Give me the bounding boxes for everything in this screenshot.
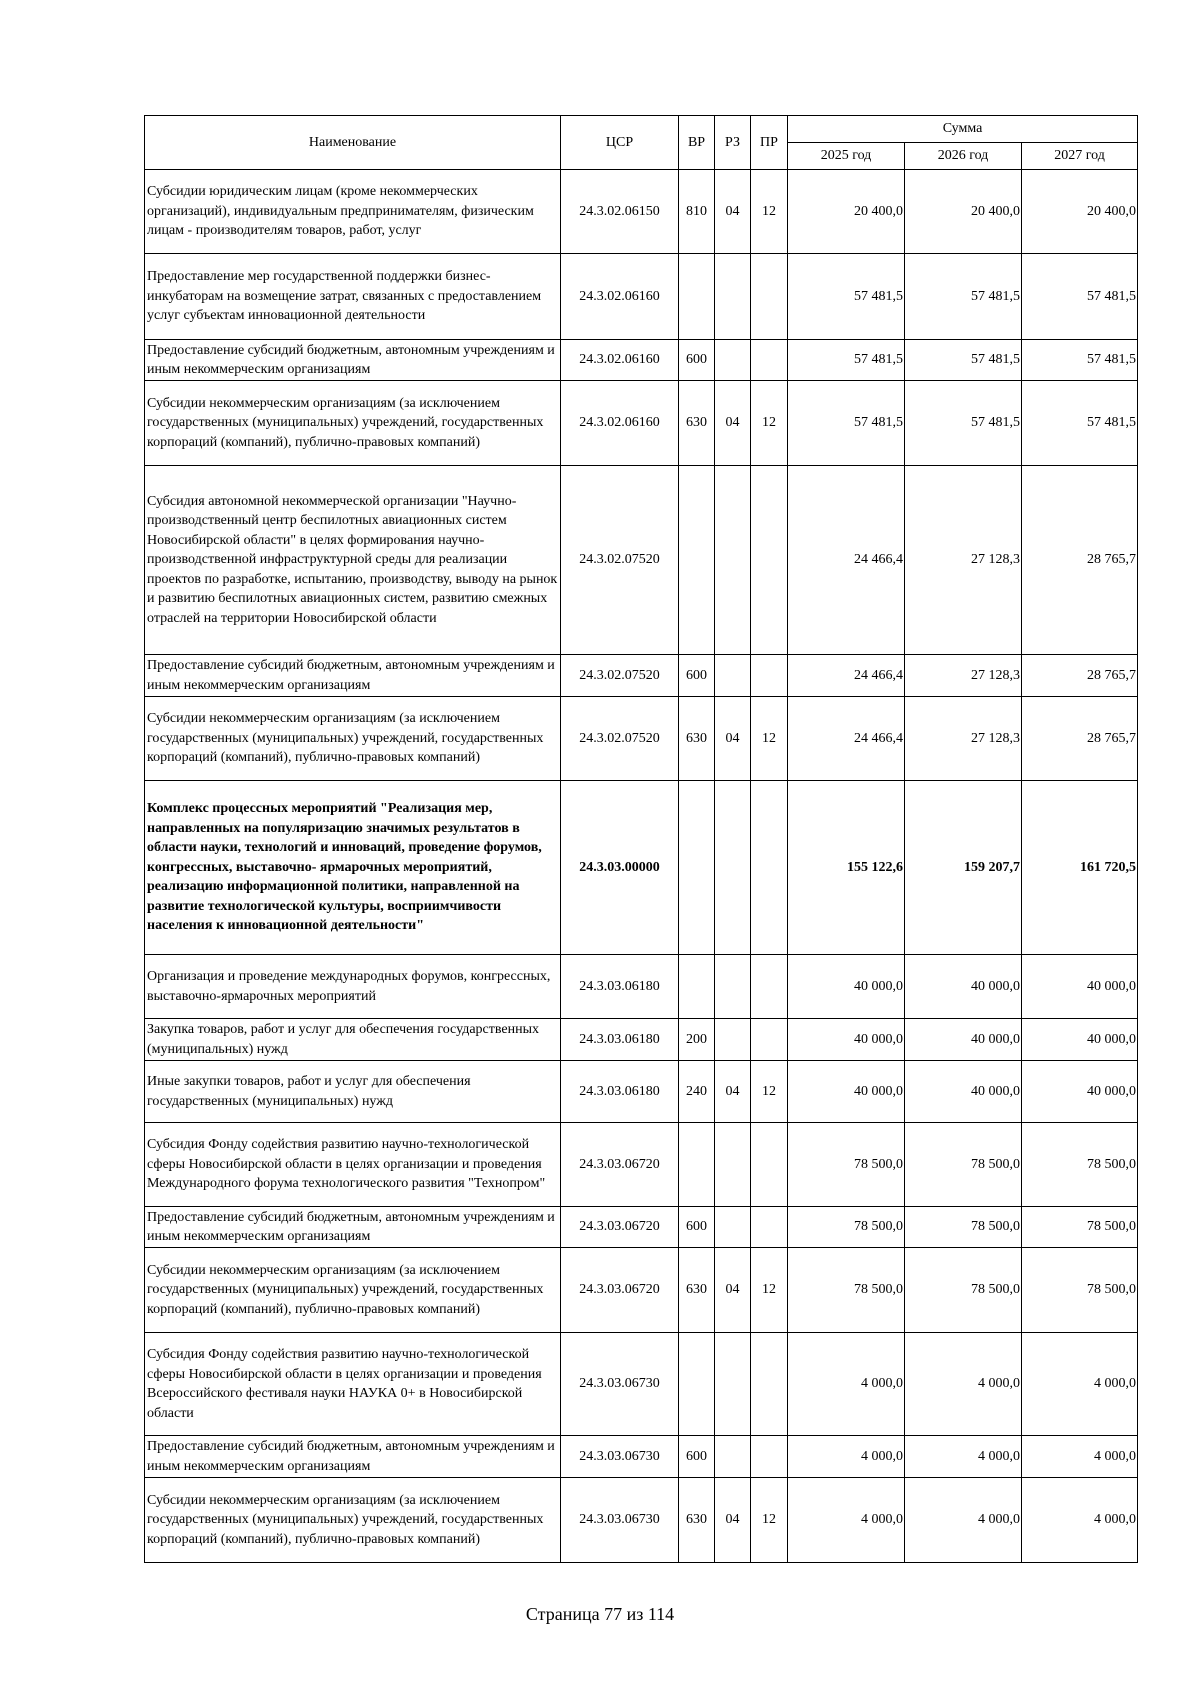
cell-sum-2026: 4 000,0: [905, 1333, 1022, 1436]
cell-sum-2025: 57 481,5: [788, 340, 905, 381]
cell-name: Предоставление субсидий бюджетным, автономным учреждениям и иным некоммерческим организациям: [145, 340, 561, 381]
cell-vr: 200: [679, 1019, 715, 1061]
cell-sum-2027: 28 765,7: [1022, 655, 1138, 697]
cell-pr: 12: [751, 1248, 788, 1333]
cell-csr: 24.3.03.06730: [561, 1478, 679, 1563]
cell-csr: 24.3.02.07520: [561, 466, 679, 655]
cell-rz: [715, 340, 751, 381]
cell-sum-2026: 57 481,5: [905, 381, 1022, 466]
cell-sum-2027: 28 765,7: [1022, 697, 1138, 781]
cell-vr: [679, 466, 715, 655]
cell-pr: 12: [751, 170, 788, 254]
table-row: [145, 254, 1138, 340]
cell-sum-2026: 40 000,0: [905, 1019, 1022, 1061]
cell-pr: [751, 781, 788, 955]
cell-name: Субсидии некоммерческим организациям (за исключением государственных (муниципальных) учреждений, государственных корпораций (компаний), публично-правовых компаний): [145, 697, 561, 781]
cell-name: Субсидия Фонду содействия развитию научно-технологической сферы Новосибирской области в целях организации и проведения Всероссийского фестиваля науки НАУКА 0+ в Новосибирской области: [145, 1333, 561, 1436]
table-row: [145, 697, 1138, 781]
page-number: Страница 77 из 114: [525, 1604, 675, 1624]
cell-sum-2027: 57 481,5: [1022, 381, 1138, 466]
cell-sum-2025: 4 000,0: [788, 1478, 905, 1563]
cell-name: Предоставление субсидий бюджетным, автономным учреждениям и иным некоммерческим организациям: [145, 655, 561, 697]
cell-pr: [751, 466, 788, 655]
cell-sum-2027: 40 000,0: [1022, 1019, 1138, 1061]
cell-csr: 24.3.03.06730: [561, 1333, 679, 1436]
table-row: [145, 466, 1138, 655]
cell-sum-2026: 57 481,5: [905, 340, 1022, 381]
cell-csr: 24.3.02.07520: [561, 655, 679, 697]
cell-name: Комплекс процессных мероприятий "Реализация мер, направленных на популяризацию значимых результатов в области науки, технологий и инноваций, проведение форумов, конгрессных, выставочно- ярмарочных мероприятий, реализацию информационной политики, направленной на развитие технологической культуры, восприимчивости населения к инновационной деятельности": [145, 781, 561, 955]
cell-sum-2026: 57 481,5: [905, 254, 1022, 340]
cell-sum-2025: 78 500,0: [788, 1207, 905, 1248]
cell-rz: 04: [715, 1478, 751, 1563]
cell-pr: 12: [751, 1478, 788, 1563]
cell-rz: [715, 781, 751, 955]
cell-pr: [751, 1207, 788, 1248]
cell-sum-2026: 159 207,7: [905, 781, 1022, 955]
cell-rz: 04: [715, 170, 751, 254]
cell-sum-2026: 27 128,3: [905, 697, 1022, 781]
cell-pr: [751, 1019, 788, 1061]
cell-csr: 24.3.03.06720: [561, 1123, 679, 1207]
cell-name: Предоставление субсидий бюджетным, автономным учреждениям и иным некоммерческим организациям: [145, 1436, 561, 1478]
cell-sum-2025: 4 000,0: [788, 1333, 905, 1436]
cell-sum-2026: 27 128,3: [905, 655, 1022, 697]
cell-csr: 24.3.03.06180: [561, 1019, 679, 1061]
header-year-2025: 2025 год: [788, 143, 905, 170]
cell-sum-2027: 161 720,5: [1022, 781, 1138, 955]
cell-name: Предоставление субсидий бюджетным, автономным учреждениям и иным некоммерческим организациям: [145, 1207, 561, 1248]
cell-rz: [715, 1123, 751, 1207]
cell-vr: 600: [679, 655, 715, 697]
cell-csr: 24.3.02.06160: [561, 340, 679, 381]
cell-name: Субсидии некоммерческим организациям (за исключением государственных (муниципальных) учреждений, государственных корпораций (компаний), публично-правовых компаний): [145, 1478, 561, 1563]
cell-name: Субсидии некоммерческим организациям (за исключением государственных (муниципальных) учреждений, государственных корпораций (компаний), публично-правовых компаний): [145, 381, 561, 466]
cell-sum-2027: 78 500,0: [1022, 1207, 1138, 1248]
cell-name: Закупка товаров, работ и услуг для обеспечения государственных (муниципальных) нужд: [145, 1019, 561, 1061]
cell-sum-2027: 40 000,0: [1022, 1061, 1138, 1123]
cell-sum-2026: 78 500,0: [905, 1248, 1022, 1333]
table-row: [145, 170, 1138, 254]
cell-vr: 240: [679, 1061, 715, 1123]
cell-sum-2027: 78 500,0: [1022, 1248, 1138, 1333]
cell-name: Субсидии некоммерческим организациям (за исключением государственных (муниципальных) учреждений, государственных корпораций (компаний), публично-правовых компаний): [145, 1248, 561, 1333]
table-row: [145, 1207, 1138, 1248]
cell-name: Предоставление мер государственной поддержки бизнес-инкубаторам на возмещение затрат, связанных с предоставлением услуг субъектам инновационной деятельности: [145, 254, 561, 340]
cell-vr: 600: [679, 1207, 715, 1248]
cell-sum-2025: 40 000,0: [788, 1061, 905, 1123]
table-header: [145, 116, 1138, 170]
cell-name: Субсидия Фонду содействия развитию научно-технологической сферы Новосибирской области в целях организации и проведения Международного форума технологического развития "Технопром": [145, 1123, 561, 1207]
cell-sum-2027: 78 500,0: [1022, 1123, 1138, 1207]
cell-sum-2025: 40 000,0: [788, 1019, 905, 1061]
cell-rz: 04: [715, 381, 751, 466]
cell-name: Организация и проведение международных форумов, конгрессных, выставочно-ярмарочных мероприятий: [145, 955, 561, 1019]
cell-csr: 24.3.03.06730: [561, 1436, 679, 1478]
budget-table: [144, 115, 1138, 1563]
cell-pr: 12: [751, 697, 788, 781]
cell-sum-2026: 4 000,0: [905, 1436, 1022, 1478]
cell-sum-2025: 57 481,5: [788, 254, 905, 340]
cell-sum-2025: 24 466,4: [788, 466, 905, 655]
cell-name: Иные закупки товаров, работ и услуг для обеспечения государственных (муниципальных) нужд: [145, 1061, 561, 1123]
cell-csr: 24.3.03.06720: [561, 1248, 679, 1333]
cell-sum-2025: 78 500,0: [788, 1123, 905, 1207]
cell-sum-2027: 4 000,0: [1022, 1478, 1138, 1563]
cell-sum-2027: 57 481,5: [1022, 340, 1138, 381]
cell-sum-2026: 27 128,3: [905, 466, 1022, 655]
cell-csr: 24.3.02.06150: [561, 170, 679, 254]
cell-rz: [715, 1333, 751, 1436]
header-year-2027: 2027 год: [1022, 143, 1138, 170]
cell-pr: [751, 655, 788, 697]
cell-rz: [715, 466, 751, 655]
cell-sum-2026: 78 500,0: [905, 1123, 1022, 1207]
cell-sum-2027: 4 000,0: [1022, 1333, 1138, 1436]
header-name: Наименование: [145, 116, 561, 170]
cell-name: Субсидия автономной некоммерческой организации "Научно-производственный центр беспилотных авиационных систем Новосибирской области" в целях формирования научно-производственной инфраструктурной среды для реализации проектов по разработке, испытанию, производству, выводу на рынок и развитию беспилотных авиационных систем, развитию смежных отраслей на территории Новосибирской области: [145, 466, 561, 655]
cell-vr: 630: [679, 381, 715, 466]
cell-vr: [679, 1333, 715, 1436]
table-row: [145, 1019, 1138, 1061]
cell-vr: 630: [679, 1478, 715, 1563]
cell-rz: [715, 955, 751, 1019]
cell-sum-2025: 155 122,6: [788, 781, 905, 955]
cell-sum-2027: 20 400,0: [1022, 170, 1138, 254]
cell-sum-2026: 40 000,0: [905, 1061, 1022, 1123]
cell-sum-2027: 57 481,5: [1022, 254, 1138, 340]
cell-pr: [751, 1333, 788, 1436]
cell-sum-2025: 24 466,4: [788, 697, 905, 781]
cell-rz: [715, 1207, 751, 1248]
table-row: [145, 1333, 1138, 1436]
cell-csr: 24.3.02.07520: [561, 697, 679, 781]
cell-vr: [679, 254, 715, 340]
cell-rz: 04: [715, 697, 751, 781]
table-row: [145, 340, 1138, 381]
table-row: [145, 1478, 1138, 1563]
cell-sum-2026: 4 000,0: [905, 1478, 1022, 1563]
cell-pr: [751, 1436, 788, 1478]
table-row: [145, 1061, 1138, 1123]
cell-sum-2027: 4 000,0: [1022, 1436, 1138, 1478]
cell-vr: 630: [679, 1248, 715, 1333]
cell-vr: [679, 1123, 715, 1207]
cell-sum-2025: 40 000,0: [788, 955, 905, 1019]
cell-vr: 810: [679, 170, 715, 254]
cell-csr: 24.3.02.06160: [561, 381, 679, 466]
cell-pr: [751, 340, 788, 381]
cell-sum-2025: 4 000,0: [788, 1436, 905, 1478]
cell-sum-2027: 28 765,7: [1022, 466, 1138, 655]
cell-sum-2025: 78 500,0: [788, 1248, 905, 1333]
header-sum: Сумма: [788, 116, 1138, 143]
cell-sum-2026: 20 400,0: [905, 170, 1022, 254]
header-csr: ЦСР: [561, 116, 679, 170]
cell-csr: 24.3.03.06180: [561, 1061, 679, 1123]
cell-rz: [715, 254, 751, 340]
table-row: [145, 381, 1138, 466]
header-vr: ВР: [679, 116, 715, 170]
cell-vr: 630: [679, 697, 715, 781]
cell-rz: [715, 1019, 751, 1061]
cell-rz: [715, 655, 751, 697]
cell-rz: 04: [715, 1061, 751, 1123]
cell-csr: 24.3.03.06180: [561, 955, 679, 1019]
table-row: [145, 1248, 1138, 1333]
table-row: [145, 1123, 1138, 1207]
cell-csr: 24.3.03.00000: [561, 781, 679, 955]
cell-sum-2026: 78 500,0: [905, 1207, 1022, 1248]
cell-pr: 12: [751, 1061, 788, 1123]
cell-vr: 600: [679, 1436, 715, 1478]
cell-rz: [715, 1436, 751, 1478]
cell-vr: 600: [679, 340, 715, 381]
cell-vr: [679, 781, 715, 955]
cell-csr: 24.3.03.06720: [561, 1207, 679, 1248]
header-year-2026: 2026 год: [905, 143, 1022, 170]
cell-sum-2026: 40 000,0: [905, 955, 1022, 1019]
table-row: [145, 955, 1138, 1019]
table-body: [145, 170, 1138, 1563]
cell-pr: [751, 1123, 788, 1207]
header-rz: РЗ: [715, 116, 751, 170]
cell-sum-2025: 57 481,5: [788, 381, 905, 466]
cell-sum-2025: 20 400,0: [788, 170, 905, 254]
cell-name: Субсидии юридическим лицам (кроме некоммерческих организаций), индивидуальным предпринимателям, физическим лицам - производителям товаров, работ, услуг: [145, 170, 561, 254]
cell-pr: 12: [751, 381, 788, 466]
table-row: [145, 1436, 1138, 1478]
cell-pr: [751, 955, 788, 1019]
cell-csr: 24.3.02.06160: [561, 254, 679, 340]
cell-sum-2027: 40 000,0: [1022, 955, 1138, 1019]
cell-sum-2025: 24 466,4: [788, 655, 905, 697]
cell-pr: [751, 254, 788, 340]
table-row: [145, 781, 1138, 955]
cell-vr: [679, 955, 715, 1019]
header-pr: ПР: [751, 116, 788, 170]
cell-rz: 04: [715, 1248, 751, 1333]
table-row: [145, 655, 1138, 697]
